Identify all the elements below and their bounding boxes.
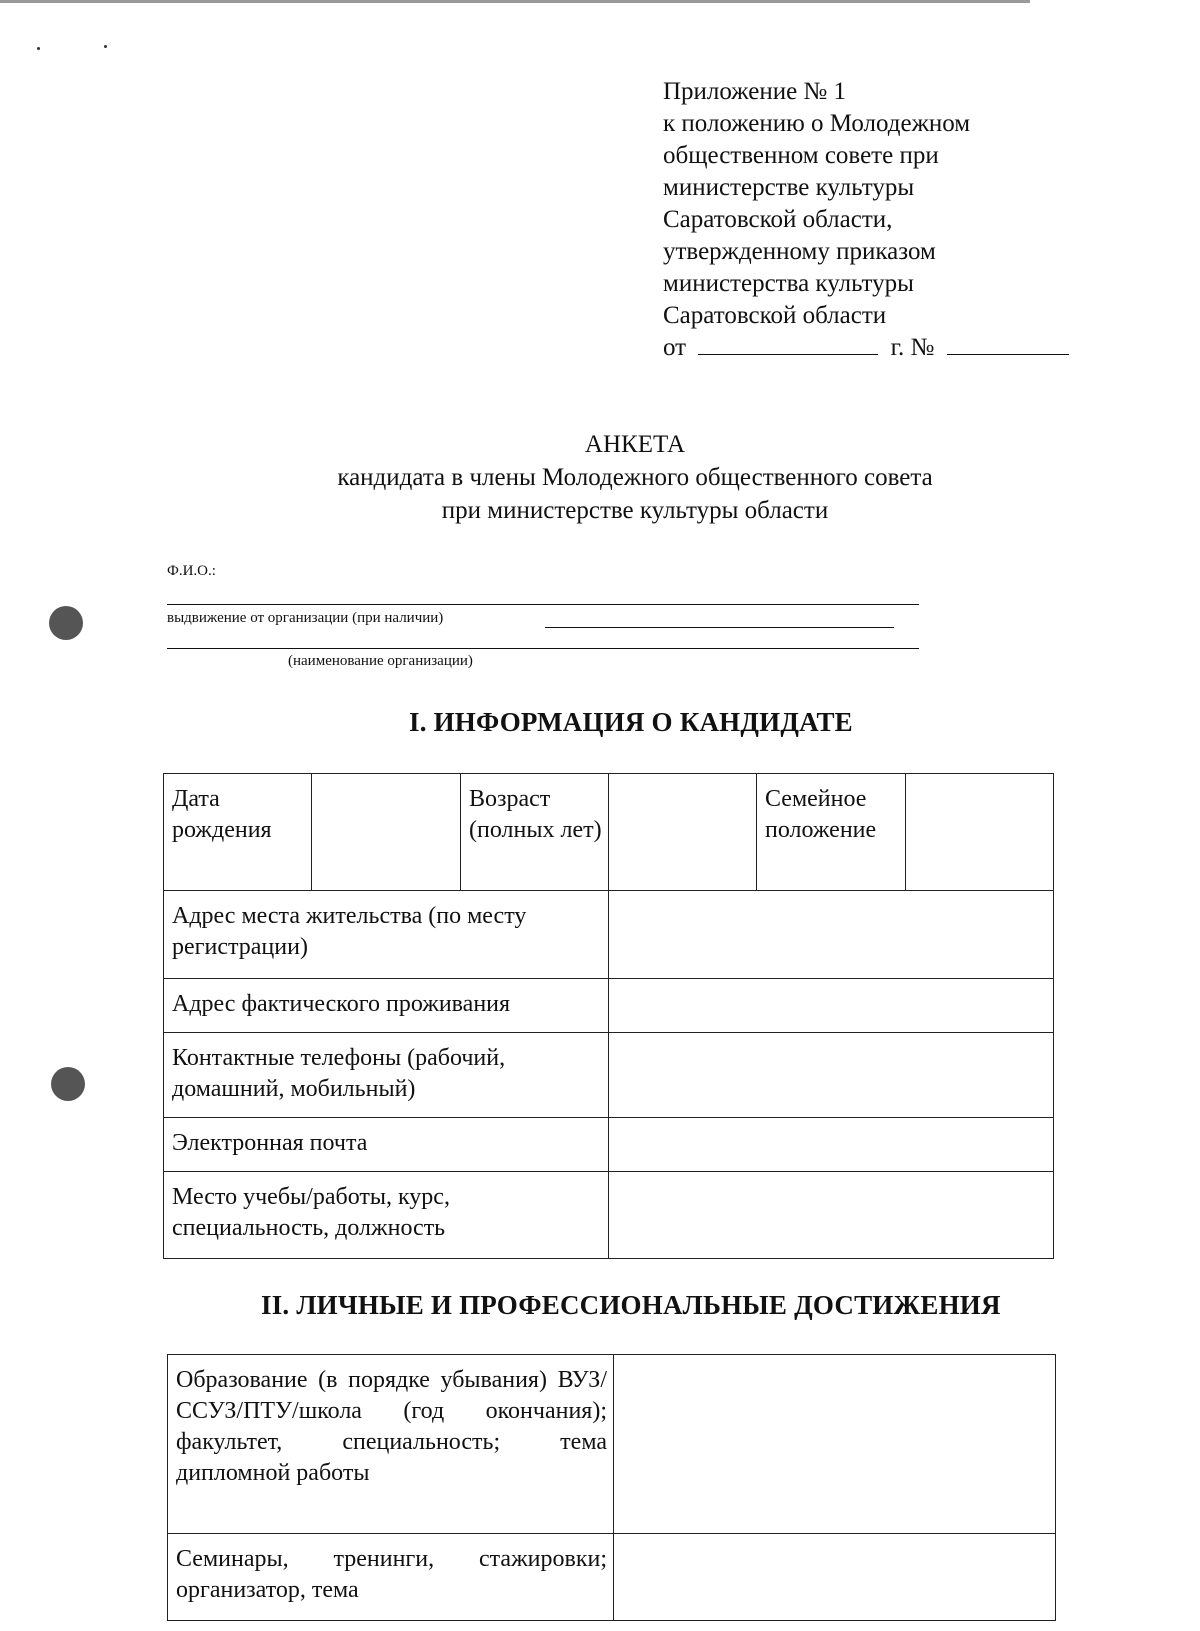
table-row <box>168 1534 1056 1621</box>
age-cell[interactable] <box>609 774 757 891</box>
candidate-info-table <box>163 773 1054 1259</box>
scan-top-edge <box>0 0 1030 3</box>
actual-address-cell[interactable] <box>609 979 1054 1033</box>
punch-hole <box>51 1067 85 1101</box>
study-work-cell[interactable] <box>609 1172 1054 1259</box>
seminars-cell[interactable] <box>614 1534 1056 1621</box>
phones-cell[interactable] <box>609 1033 1054 1118</box>
study-work-label: Место учебы/работы, курс, специальность, должность <box>164 1172 609 1259</box>
birth-date-cell[interactable] <box>312 774 461 891</box>
appendix-line: общественном совете при <box>663 142 939 169</box>
family-status-label: Семейное положение <box>757 774 906 891</box>
fio-field-line[interactable] <box>167 604 919 605</box>
table-row <box>164 774 1054 891</box>
age-label: Возраст (полных лет) <box>461 774 609 891</box>
appendix-date-line <box>663 332 1069 364</box>
appendix-line: министерства культуры <box>663 270 914 297</box>
appendix-line: к положению о Молодежном <box>663 110 971 137</box>
table-row <box>168 1355 1056 1534</box>
nomination-label: выдвижение от организации (при наличии) <box>167 610 444 626</box>
section-2-title: II. ЛИЧНЫЕ И ПРОФЕССИОНАЛЬНЫЕ ДОСТИЖЕНИЯ <box>261 1290 1001 1320</box>
registration-address-label: Адрес места жительства (по месту регистрации) <box>164 891 609 979</box>
form-heading: АНКЕТА <box>584 431 686 458</box>
seminars-label: Семинары, тренинги, стажировки; организатор, тема <box>168 1534 614 1621</box>
nomination-field-line[interactable] <box>545 627 894 628</box>
form-subtitle: кандидата в члены Молодежного общественного совета <box>337 464 933 491</box>
birth-date-label: Дата рождения <box>164 774 312 891</box>
organization-field-line[interactable] <box>167 648 919 649</box>
appendix-line: Саратовской области, <box>663 206 893 233</box>
achievements-table <box>167 1354 1056 1621</box>
form-title <box>0 428 1200 527</box>
email-label: Электронная почта <box>164 1118 609 1172</box>
appendix-line: Приложение № 1 <box>663 78 847 105</box>
table-row <box>164 1118 1054 1172</box>
table-row <box>164 891 1054 979</box>
appendix-line: утвержденному приказом <box>663 238 936 265</box>
scan-speck <box>104 45 107 48</box>
date-blank[interactable] <box>698 334 878 355</box>
fio-label: Ф.И.О.: <box>167 563 216 579</box>
education-label: Образование (в порядке убывания) ВУЗ/ССУЗ/ПТУ/школа (год окончания); факультет, специальность; тема дипломной работы <box>168 1355 614 1534</box>
form-subtitle: при министерстве культуры области <box>441 497 829 524</box>
appendix-line: Саратовской области <box>663 302 887 329</box>
table-row <box>164 979 1054 1033</box>
table-row <box>164 1033 1054 1118</box>
table-row <box>164 1172 1054 1259</box>
appendix-line: министерстве культуры <box>663 174 915 201</box>
registration-address-cell[interactable] <box>609 891 1054 979</box>
family-status-cell[interactable] <box>906 774 1054 891</box>
actual-address-label: Адрес фактического проживания <box>164 979 609 1033</box>
number-label: г. № <box>890 334 935 361</box>
scan-speck <box>37 47 40 50</box>
organization-caption: (наименование организации) <box>288 653 473 669</box>
section-1-title: I. ИНФОРМАЦИЯ О КАНДИДАТЕ <box>409 707 853 737</box>
phones-label: Контактные телефоны (рабочий, домашний, мобильный) <box>164 1033 609 1118</box>
from-label: от <box>663 334 687 361</box>
email-cell[interactable] <box>609 1118 1054 1172</box>
appendix-note <box>663 76 1069 364</box>
education-cell[interactable] <box>614 1355 1056 1534</box>
punch-hole <box>49 606 83 640</box>
number-blank[interactable] <box>947 334 1069 355</box>
